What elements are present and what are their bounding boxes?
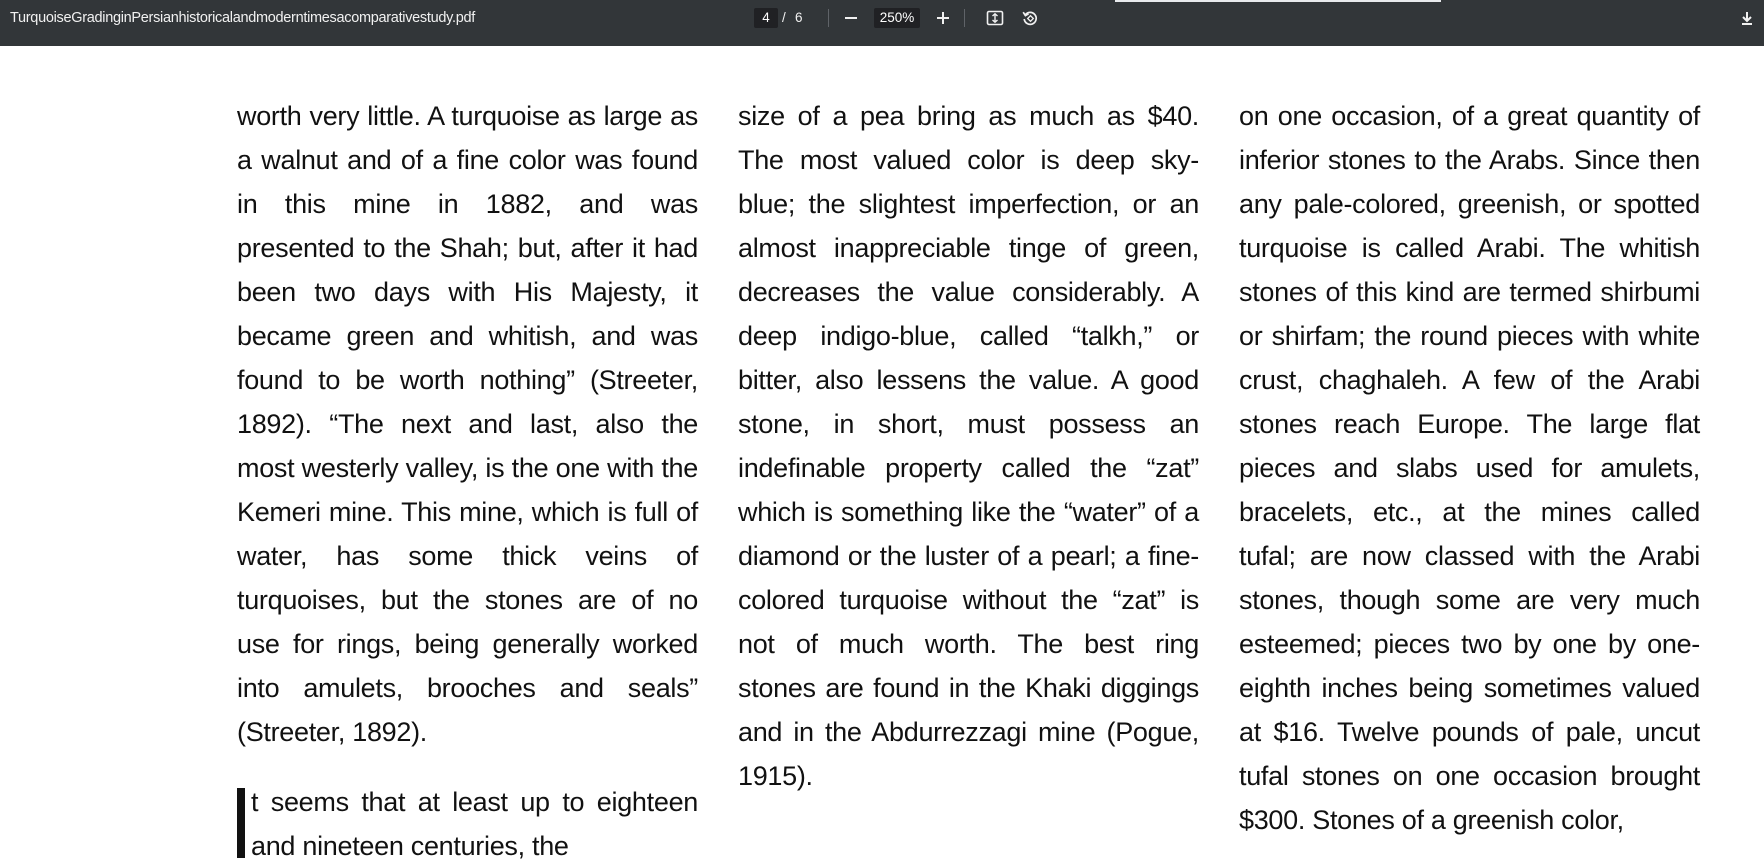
pdf-toolbar <box>0 0 1764 46</box>
paragraph-with-dropcap <box>237 780 698 868</box>
fit-page-button[interactable] <box>981 4 1009 32</box>
text-column-1 <box>237 94 698 868</box>
paragraph: worth very little. A turquoise as large as a walnut and of a fine color was found in this mine in 1882, and was presented to the Shah; but, after it had been two days with His Majesty, it became green and whitish, and was found to be worth nothing” (Streeter, 1892). “The next and last, also the most westerly valley, is the one with the Kemeri mine. This mine, which is full of water, has some thick veins of turquoises, but the stones are of no use for rings, being generally worked into amulets, brooches and seals” (Streeter, 1892). <box>237 101 698 747</box>
rotate-icon <box>1021 9 1039 27</box>
page-total: 6 <box>795 10 803 25</box>
minus-icon <box>844 11 858 25</box>
drop-cap-letter <box>237 788 245 858</box>
download-button[interactable] <box>1733 4 1761 32</box>
zoom-in-button[interactable] <box>929 4 957 32</box>
page-number-input[interactable]: 4 <box>754 8 778 28</box>
toolbar-divider <box>964 9 965 27</box>
page-separator: / <box>782 10 786 25</box>
text-column-3 <box>1239 94 1700 842</box>
paragraph: size of a pea bring as much as $40. The most valued color is deep sky-blue; the slightest imperfection, or an almost inappreciable tinge of green, decreases the value considerably. A deep indigo-blue, called “talkh,” or bitter, also lessens the value. A good stone, in short, must possess an indefinable property called the “zat” which is something like the “water” of a diamond or the luster of a pearl; a fine-colored turquoise without the “zat” is not of much worth. The best ring stones are found in the Khaki diggings and in the Abdurrezzagi mine (Pogue, 1915). <box>738 101 1199 791</box>
toolbar-accent-bar <box>1115 0 1441 2</box>
toolbar-divider <box>828 9 829 27</box>
paragraph: on one occasion, of a great quantity of inferior stones to the Arabs. Since then any pale-colored, greenish, or spotted turquoise is called Arabi. The whitish stones of this kind are termed shirbumi or shirfam; the round pieces with white crust, chaghaleh. A few of the Arabi stones reach Europe. The large flat pieces and slabs used for amulets, bracelets, etc., at the mines called tufal; are now classed with the Arabi stones, though some are very much esteemed; pieces two by one by one-eighth inches being sometimes valued at $16. Twelve pounds of pale, uncut tufal stones on one occasion brought $300. Stones of a greenish color, <box>1239 101 1700 835</box>
paragraph-text: t seems that at least up to eighteen and nineteen centuries, the <box>251 787 698 861</box>
download-icon <box>1739 10 1755 26</box>
zoom-out-button[interactable] <box>837 4 865 32</box>
zoom-level-input[interactable]: 250% <box>874 8 920 28</box>
pdf-page-viewport <box>0 46 1764 861</box>
text-column-2 <box>738 94 1199 798</box>
plus-icon <box>936 11 950 25</box>
rotate-button[interactable] <box>1016 4 1044 32</box>
fit-page-icon <box>986 9 1004 27</box>
document-title: TurquoiseGradinginPersianhistoricalandmoderntimesacomparativestudy.pdf <box>10 10 475 26</box>
